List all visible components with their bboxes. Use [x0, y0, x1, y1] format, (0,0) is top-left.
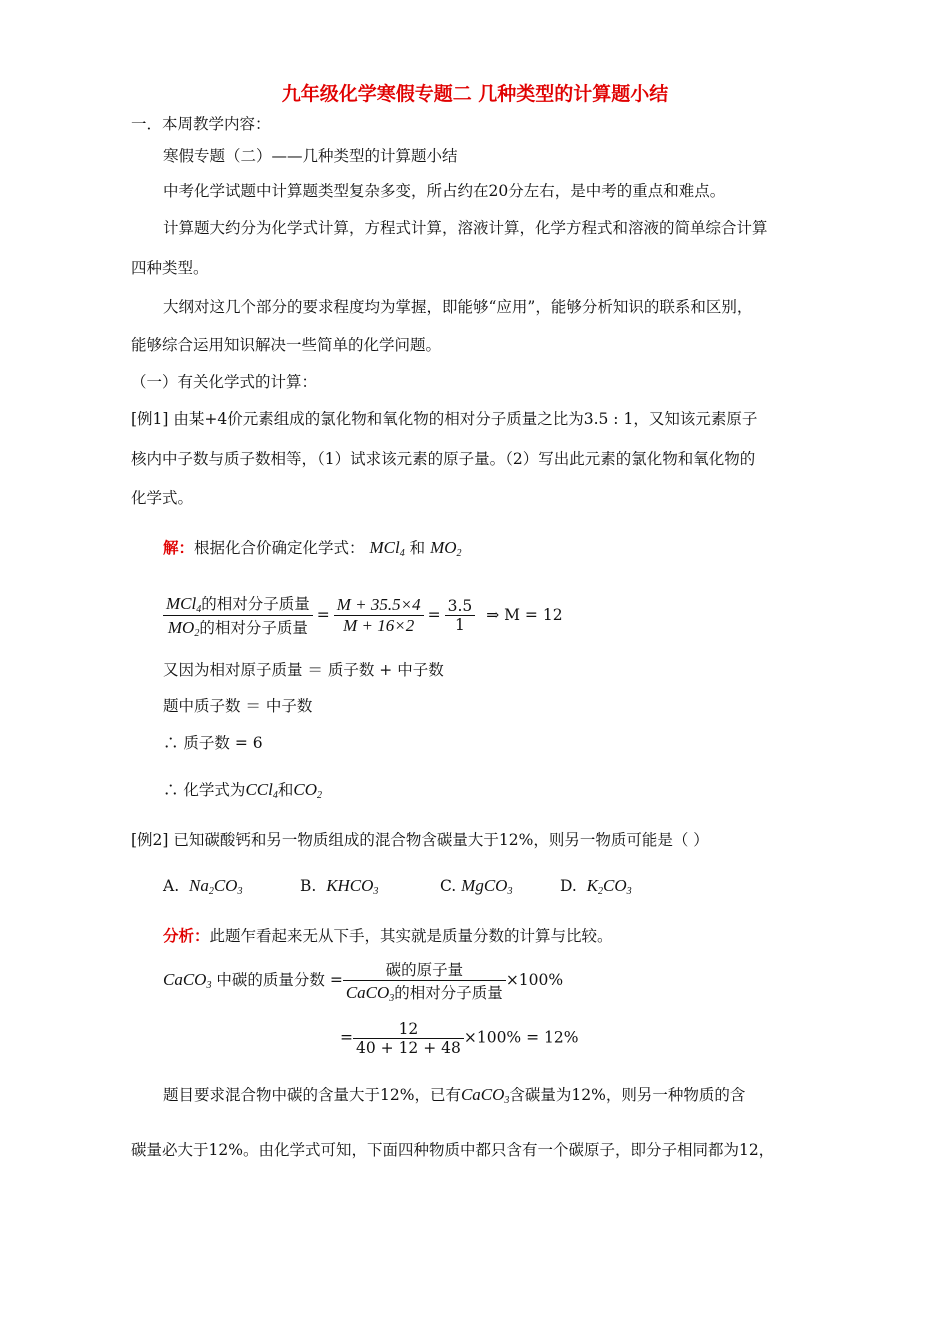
- formula-3-tail: ×100% = 12%: [463, 1028, 579, 1047]
- mass-relation: 又因为相对原子质量 ＝ 质子数 + 中子数: [163, 661, 444, 679]
- solution-label: 解：: [163, 538, 195, 557]
- conclusion-line2: 碳量必大于12%。由化学式可知，下面四种物质中都只含有一个碳原子，即分子相同都为12，: [131, 1141, 775, 1159]
- formula-1-result: ⇒ M = 12: [486, 605, 563, 624]
- example-1-line2: 核内中子数与质子数相等，（1）试求该元素的原子量。（2）写出此元素的氯化物和氧化物的: [131, 450, 756, 468]
- page-title: 九年级化学寒假专题二 几种类型的计算题小结: [281, 83, 669, 105]
- paragraph-4-line2: 能够综合运用知识解决一些简单的化学问题。: [131, 336, 442, 354]
- formula-2-den: 的相对分子质量: [394, 984, 503, 1002]
- formula-2-tail: ×100%: [505, 971, 564, 989]
- solution-text: 根据化合价确定化学式：: [194, 539, 365, 557]
- formula-2-prefix: 中碳的质量分数 =: [216, 971, 343, 989]
- analysis-text: 此题乍看起来无从下手，其实就是质量分数的计算与比较。: [209, 927, 613, 945]
- formula-3-den: 40 + 12 + 48: [353, 1038, 464, 1057]
- analysis-label: 分析：: [163, 926, 210, 945]
- example-1-line1: [例1] 由某+4价元素组成的氯化物和氧化物的相对分子质量之比为3.5 : 1，又知该元素原子: [131, 410, 758, 428]
- option-a-label: A.: [163, 877, 180, 895]
- example-1-line3: 化学式。: [131, 489, 194, 507]
- formula-2: CaCO$_3$ 中碳的质量分数 = $\frac{\text{碳的原子量}}{CaCO_3的相对分子质量}$ ×100%: [163, 958, 563, 1004]
- solution-line: 解：根据化合价确定化学式： MCl$_4$ 和 $MO_2$: [163, 538, 462, 559]
- formula-3-num: 12: [398, 1020, 419, 1038]
- section-heading: 一．本周教学内容：: [131, 115, 271, 133]
- formula-2-num: 碳的原子量: [385, 961, 464, 979]
- therefore-protons: ∴ 质子数 = 6: [163, 734, 263, 752]
- conclusion-line1: 题目要求混合物中碳的含量大于12%，已有CaCO$_3$含碳量为12%，则另一种物质的含: [163, 1085, 746, 1106]
- formula-1-lhs-den: 的相对分子质量: [199, 619, 308, 637]
- paragraph-3-line2: 四种类型。: [131, 259, 209, 277]
- formula-3: [340, 1020, 578, 1057]
- proton-neutron-relation: 题中质子数 ＝ 中子数: [163, 697, 313, 715]
- paragraph-2: 中考化学试题中计算题类型复杂多变，所占约在20分左右，是中考的重点和难点。: [163, 182, 726, 200]
- paragraph-1: 寒假专题（二）——几种类型的计算题小结: [163, 147, 458, 165]
- paragraph-3-line1: 计算题大约分为化学式计算，方程式计算，溶液计算，化学方程式和溶液的简单综合计算: [163, 219, 768, 237]
- option-c-label: C.: [440, 877, 457, 895]
- formula-1-ratio-den: 1: [445, 615, 476, 634]
- therefore-formula-text: ∴ 化学式为: [163, 781, 246, 799]
- and-text-2: 和: [277, 781, 294, 799]
- formula-1-ratio-num: 3.5: [447, 597, 473, 615]
- paragraph-4-line1: 大纲对这几个部分的要求程度均为掌握，即能够“应用”，能够分析知识的联系和区别，: [163, 298, 753, 316]
- formula-3-eq: =: [340, 1028, 353, 1047]
- therefore-formula: ∴ 化学式为CCl$_4$和$CO_2$: [163, 780, 322, 801]
- formula-1-mid-den: M + 16×2: [334, 615, 424, 636]
- conclusion-line1-b: 含碳量为12%，则另一种物质的含: [509, 1086, 746, 1104]
- option-b-label: B.: [300, 877, 317, 895]
- formula-1-mid-num: M + 35.5×4: [336, 595, 421, 614]
- and-text: 和: [409, 539, 426, 557]
- analysis-line: [163, 926, 613, 946]
- option-a: A. $Na_2CO_3$: [163, 876, 243, 897]
- conclusion-line1-a: 题目要求混合物中碳的含量大于12%，已有: [163, 1086, 461, 1104]
- subsection-heading: （一）有关化学式的计算：: [131, 373, 318, 391]
- formula-1-lhs-num: 的相对分子质量: [201, 595, 310, 613]
- option-d: D. $K_2CO_3$: [560, 876, 632, 897]
- formula-1: $\frac{MCl_4的相对分子质量}{MO_2的相对分子质量}$ = $\frac{M + 35.5\times 4}{M + 16\times 2}$ = $\frac{3.5}{1}$ ⇒ M = 12: [163, 592, 563, 639]
- option-b: B. $KHCO_3$: [300, 876, 379, 897]
- option-c: C. MgCO$_3$: [440, 876, 513, 897]
- option-d-label: D.: [560, 877, 577, 895]
- example-2: [例2] 已知碳酸钙和另一物质组成的混合物含碳量大于12%，则另一物质可能是（ ）: [131, 831, 709, 849]
